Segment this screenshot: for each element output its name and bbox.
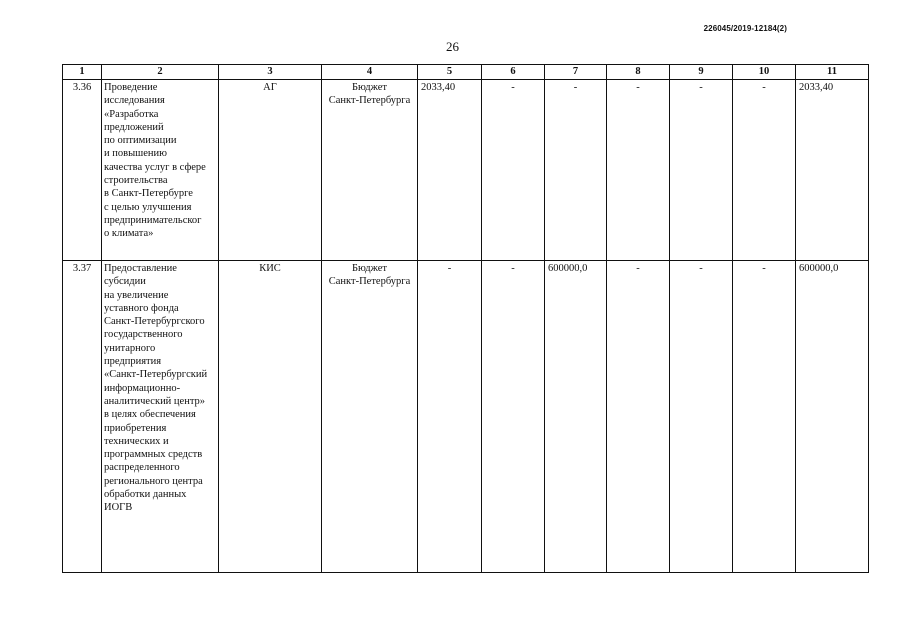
value-cell-7: - bbox=[545, 80, 607, 261]
value-cell-9: - bbox=[670, 80, 733, 261]
value-cell-10: - bbox=[733, 261, 796, 573]
value-cell-9: - bbox=[670, 261, 733, 573]
measure-name-line: предприятия bbox=[104, 356, 162, 368]
row-number-cell: 3.36 bbox=[63, 80, 102, 261]
value-cell-6: - bbox=[482, 261, 545, 573]
measure-name-line: ИОГВ bbox=[104, 502, 133, 514]
measure-name-line: технических и bbox=[104, 435, 169, 447]
column-header: 8 bbox=[607, 65, 670, 80]
measure-name-line: с целью улучшения bbox=[104, 201, 192, 213]
measure-name-line: аналитический центр» bbox=[104, 395, 206, 407]
program-table bbox=[62, 64, 869, 573]
measure-name-line: унитарного bbox=[104, 342, 156, 354]
column-header: 1 bbox=[63, 65, 102, 80]
measure-name-line: качества услуг в сфере bbox=[104, 161, 206, 173]
measure-name-cell bbox=[102, 80, 219, 261]
column-header: 9 bbox=[670, 65, 733, 80]
row-number-cell: 3.37 bbox=[63, 261, 102, 573]
value-cell-11: 600000,0 bbox=[796, 261, 869, 573]
column-header: 3 bbox=[219, 65, 322, 80]
measure-name-line: на увеличение bbox=[104, 289, 169, 301]
measure-name-line: регионального центра bbox=[104, 475, 203, 487]
value-cell-11: 2033,40 bbox=[796, 80, 869, 261]
column-header: 5 bbox=[418, 65, 482, 80]
value-cell-8: - bbox=[607, 80, 670, 261]
funding-source-cell bbox=[322, 80, 418, 261]
measure-name-line: распределенного bbox=[104, 462, 180, 474]
value-cell-6: - bbox=[482, 80, 545, 261]
value-cell-5: - bbox=[418, 261, 482, 573]
column-header: 2 bbox=[102, 65, 219, 80]
value-cell-7: 600000,0 bbox=[545, 261, 607, 573]
measure-name-line: государственного bbox=[104, 329, 183, 341]
executor-cell: КИС bbox=[219, 261, 322, 573]
measure-name-line: исследования bbox=[104, 95, 165, 107]
funding-source-line: Санкт-Петербурга bbox=[328, 276, 411, 288]
measure-name-line: и повышению bbox=[104, 148, 167, 160]
column-header: 7 bbox=[545, 65, 607, 80]
table-header-row bbox=[63, 65, 869, 80]
measure-name-cell bbox=[102, 261, 219, 573]
value-cell-5: 2033,40 bbox=[418, 80, 482, 261]
measure-name-line: Предоставление bbox=[104, 263, 177, 274]
page-number: 26 bbox=[446, 39, 459, 54]
value-cell-8: - bbox=[607, 261, 670, 573]
funding-source-cell bbox=[322, 261, 418, 573]
executor-cell: АГ bbox=[219, 80, 322, 261]
measure-name-line: обработки данных bbox=[104, 489, 187, 501]
measure-name-line: уставного фонда bbox=[104, 302, 179, 314]
measure-name-line: программных средств bbox=[104, 449, 203, 461]
measure-name-line: по оптимизации bbox=[104, 135, 177, 147]
measure-name-line: информационно- bbox=[104, 382, 181, 394]
column-header: 4 bbox=[322, 65, 418, 80]
measure-name-line: субсидии bbox=[104, 276, 146, 288]
measure-name-line: предпринимательског bbox=[104, 214, 202, 226]
table-row bbox=[63, 261, 869, 573]
column-header: 10 bbox=[733, 65, 796, 80]
measure-name-line: Проведение bbox=[104, 82, 158, 93]
measure-name-line: Санкт-Петербургского bbox=[104, 316, 205, 328]
measure-name-line: «Санкт-Петербургский bbox=[104, 369, 208, 381]
funding-source-line: Бюджет bbox=[351, 263, 388, 274]
measure-name-line: о климата» bbox=[104, 228, 154, 240]
measure-name-line: строительства bbox=[104, 175, 168, 187]
value-cell-10: - bbox=[733, 80, 796, 261]
measure-name-line: приобретения bbox=[104, 422, 167, 434]
document-id: 226045/2019-12184(2) bbox=[703, 24, 787, 33]
measure-name-line: «Разработка bbox=[104, 108, 159, 120]
funding-source-line: Бюджет bbox=[351, 82, 388, 93]
column-header: 11 bbox=[796, 65, 869, 80]
measure-name-line: в целях обеспечения bbox=[104, 409, 196, 421]
table-row bbox=[63, 80, 869, 261]
measure-name-line: в Санкт-Петербурге bbox=[104, 188, 193, 200]
funding-source-line: Санкт-Петербурга bbox=[328, 95, 411, 107]
measure-name-line: предложений bbox=[104, 121, 164, 133]
column-header: 6 bbox=[482, 65, 545, 80]
